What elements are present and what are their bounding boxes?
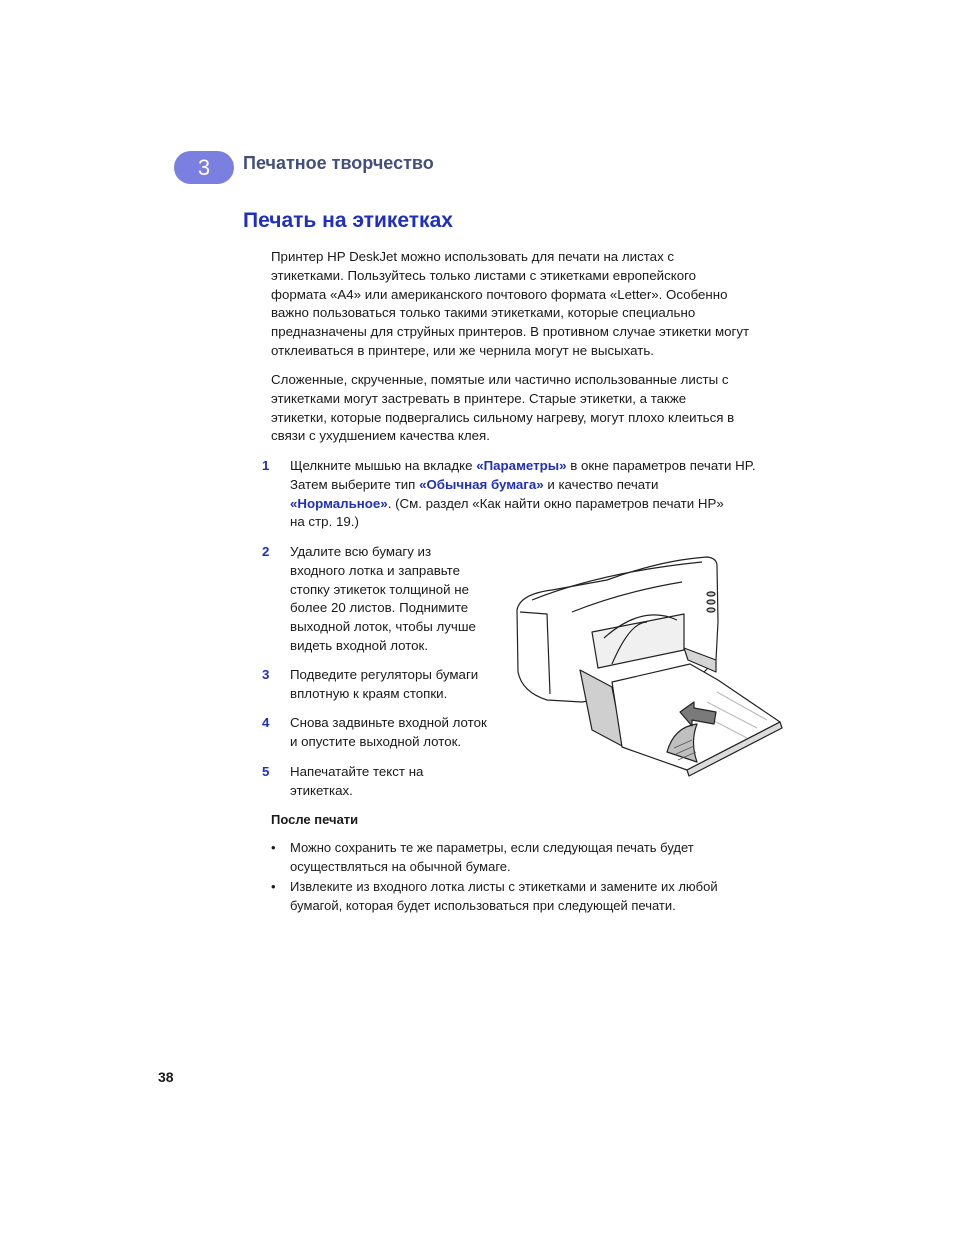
list-item xyxy=(271,878,791,916)
text-line: этикетки, которые подвергались сильному нагреву, могут плохо клеиться в xyxy=(271,409,735,425)
text-line: Снова задвиньте входной лоток xyxy=(290,715,487,730)
text-line: на стр. 19.) xyxy=(290,514,359,530)
quality-link: «Нормальное» xyxy=(290,495,388,511)
tab-parameters-link: «Параметры» xyxy=(476,458,567,473)
list-item xyxy=(271,839,791,877)
text-line: формата «A4» или американского почтового формата «Letter». Особенно xyxy=(271,286,728,302)
text-line: стопку этикеток толщиной не xyxy=(290,581,470,597)
text-line: бумагой, которая будет использоваться при следующей печати. xyxy=(290,897,676,913)
text-line: этикетками. Пользуйтесь только листами с этикетками европейского xyxy=(271,267,697,283)
section-title: Печать на этикетках xyxy=(243,209,453,232)
paper-type-link: «Обычная бумага» xyxy=(419,476,544,492)
text-line: Извлеките из входного лотка листы с этикетками и замените их любой xyxy=(290,879,718,894)
text-line: Принтер HP DeskJet можно использовать для печати на листах с xyxy=(271,249,675,264)
text-line: предназначены для струйных принтеров. В противном случае этикетки могут xyxy=(271,324,750,340)
text-line: более 20 листов. Поднимите xyxy=(290,600,469,616)
text-line: Удалите всю бумагу из xyxy=(290,544,432,559)
step-number: 1 xyxy=(262,458,270,473)
text-line: видеть входной лоток. xyxy=(290,637,429,653)
chapter-number-badge xyxy=(174,151,234,184)
text-line: и опустите выходной лоток. xyxy=(290,733,462,749)
text-line: «Нормальное». (См. раздел «Как найти окно параметров печати HP» xyxy=(290,495,724,511)
step-1-text xyxy=(290,457,790,532)
step-number: 2 xyxy=(262,544,270,559)
step-number: 5 xyxy=(262,764,270,779)
printer-illustration-icon xyxy=(512,552,787,777)
step-3-text xyxy=(290,666,505,704)
text-line: осуществляться на обычной бумаге. xyxy=(290,858,511,874)
chapter-number: 3 xyxy=(197,154,211,180)
text-line: отклеиваться в принтере, или же чернила могут не высыхать. xyxy=(271,342,654,358)
text-line: Подведите регуляторы бумаги xyxy=(290,667,479,682)
text-line: важно пользоваться только такими этикетками, которые специально xyxy=(271,305,696,321)
text-line: выходной лоток, чтобы лучше xyxy=(290,619,476,635)
text-line: этикетках. xyxy=(290,782,353,798)
step-5-text xyxy=(290,763,505,801)
step-4-text xyxy=(290,714,510,752)
printer-with-labels-illustration xyxy=(512,552,787,777)
warning-paragraph xyxy=(271,371,796,446)
text-line: Затем выберите тип «Обычная бумага» и качество печати xyxy=(290,476,659,492)
page-number: 38 xyxy=(158,1069,174,1085)
bullet-icon: • xyxy=(271,840,276,855)
text-line: вплотную к краям стопки. xyxy=(290,685,448,701)
intro-paragraph xyxy=(271,248,796,361)
after-print-heading: После печати xyxy=(271,812,359,827)
text-line: Сложенные, скрученные, помятые или частично использованные листы с xyxy=(271,372,729,387)
text-line: Напечатайте текст на xyxy=(290,764,424,779)
chapter-title: Печатное творчество xyxy=(243,153,434,173)
text-line: Щелкните мышью на вкладке «Параметры» в окне параметров печати HP. xyxy=(290,458,756,473)
step-2-text xyxy=(290,543,505,656)
text-line: связи с ухудшением качества клея. xyxy=(271,428,490,444)
text-line: входного лотка и заправьте xyxy=(290,562,461,578)
text-line: этикетками могут застревать в принтере. Старые этикетки, а также xyxy=(271,390,687,406)
step-number: 3 xyxy=(262,667,270,682)
step-number: 4 xyxy=(262,715,270,730)
text-line: Можно сохранить те же параметры, если следующая печать будет xyxy=(290,840,694,855)
bullet-icon: • xyxy=(271,879,276,894)
